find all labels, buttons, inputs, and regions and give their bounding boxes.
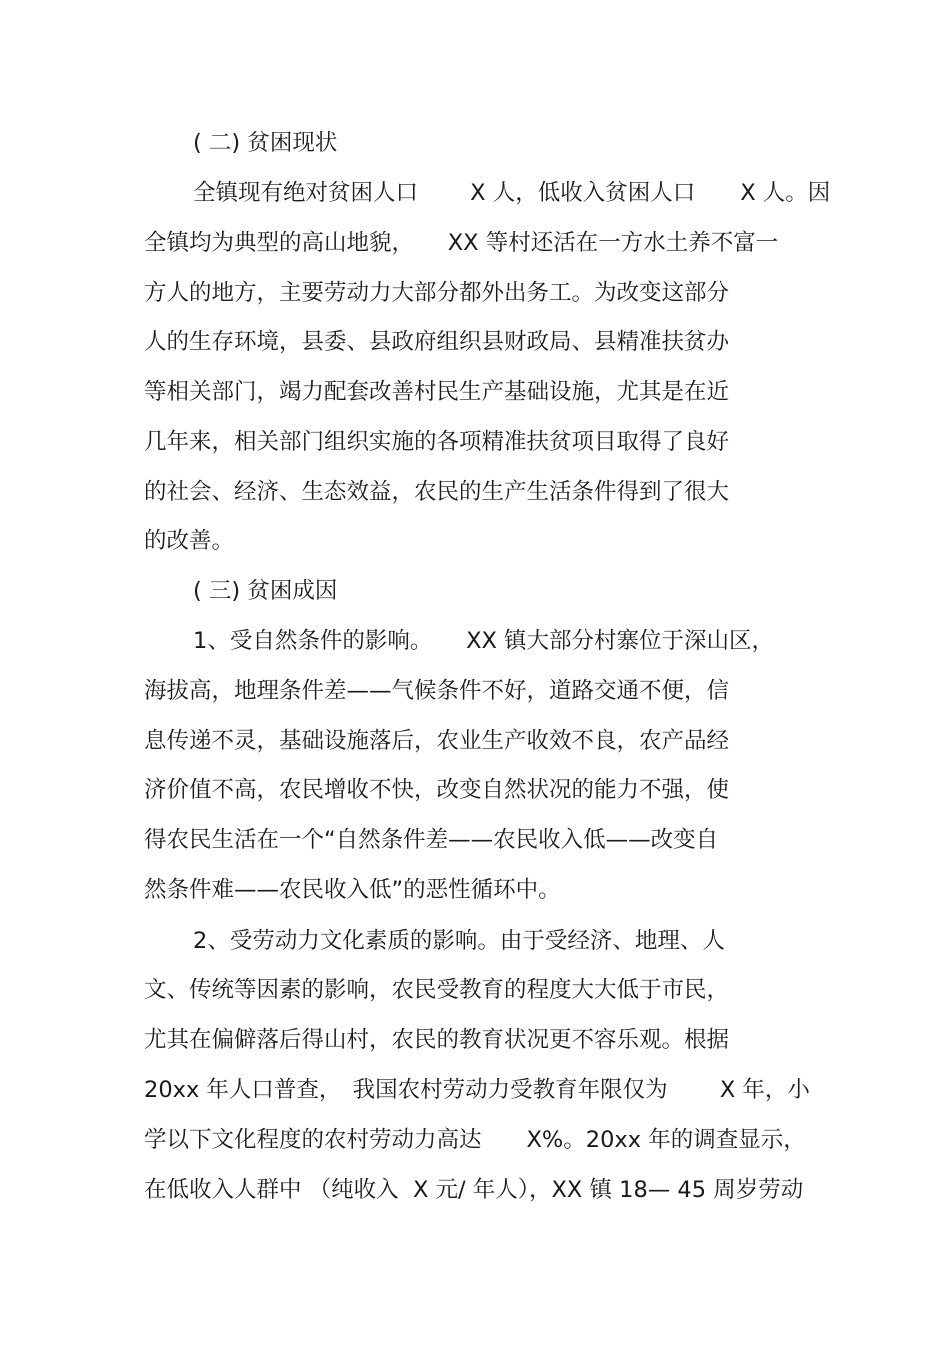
paragraph-line: 20xx 年人口普查， 我国农村劳动力受教育年限仅为 X 年，小: [144, 1077, 810, 1103]
paragraph-line: 得农民生活在一个“自然条件差——农民收入低——改变自: [144, 827, 719, 853]
paragraph-line: 几年来，相关部门组织实施的各项精准扶贫项目取得了良好: [144, 429, 730, 455]
heading-poverty-status: ( 二) 贫困现状: [193, 130, 338, 156]
paragraph-line: 的社会、经济、生态效益，农民的生产生活条件得到了很大: [144, 479, 730, 505]
paragraph-line: 1、受自然条件的影响。 XX 镇大部分村寨位于深山区，: [193, 628, 775, 654]
paragraph-line: 2、受劳动力文化素质的影响。由于受经济、地理、人: [193, 928, 725, 954]
paragraph-line: 人的生存环境，县委、县政府组织县财政局、县精准扶贫办: [144, 329, 730, 355]
paragraph-line: 息传递不灵，基础设施落后，农业生产收效不良，农产品经: [144, 728, 730, 754]
paragraph-line: 全镇均为典型的高山地貌， XX 等村还活在一方水土养不富一: [144, 230, 779, 256]
paragraph-line: 方人的地方，主要劳动力大部分都外出务工。为改变这部分: [144, 280, 730, 306]
paragraph-line: 文、传统等因素的影响，农民受教育的程度大大低于市民，: [144, 977, 730, 1003]
paragraph-line: 等相关部门，竭力配套改善村民生产基础设施，尤其是在近: [144, 379, 730, 405]
paragraph-line: 然条件难——农民收入低”的恶性循环中。: [144, 877, 561, 903]
paragraph-line: 海拔高，地理条件差——气候条件不好，道路交通不便，信: [144, 678, 730, 704]
paragraph-line: 学以下文化程度的农村劳动力高达 X%。20xx 年的调查显示，: [144, 1127, 806, 1153]
paragraph-line: 济价值不高，农民增收不快，改变自然状况的能力不强，使: [144, 777, 730, 803]
heading-poverty-causes: ( 三) 贫困成因: [193, 578, 338, 604]
paragraph-line: 的改善。: [144, 528, 235, 554]
paragraph-line: 全镇现有绝对贫困人口 X 人，低收入贫困人口 X 人。因: [193, 180, 831, 206]
paragraph-line: 尤其在偏僻落后得山村，农民的教育状况更不容乐观。根据: [144, 1027, 730, 1053]
paragraph-line: 在低收入人群中 （纯收入 X 元/ 年人），XX 镇 18— 45 周岁劳动: [144, 1177, 804, 1203]
